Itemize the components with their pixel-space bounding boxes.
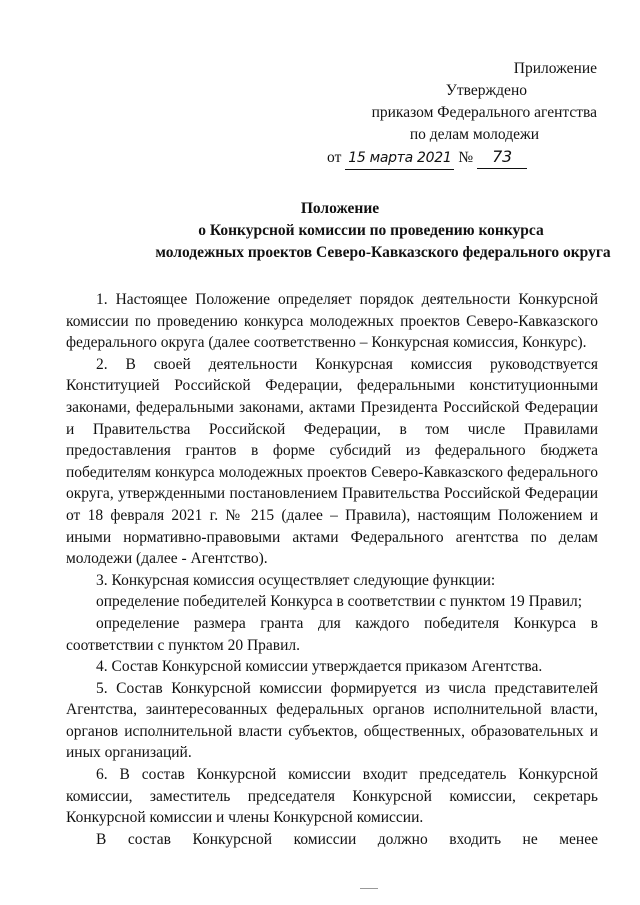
handwritten-number: 73 — [477, 146, 527, 169]
order-issuer-line: приказом Федерального агентства — [371, 104, 597, 121]
handwritten-date: 15 марта 2021 — [345, 147, 454, 170]
paragraph-3: 3. Конкурсная комиссия осуществляет следующие функции: — [96, 571, 496, 589]
order-issuer-line-2: по делам молодежи — [409, 126, 539, 143]
number-prefix: № — [458, 149, 474, 166]
title-line-2: о Конкурсной комиссии по проведению конкурса — [198, 222, 544, 239]
page-edge-mark — [360, 888, 378, 889]
document-body — [66, 289, 598, 850]
paragraph-2: 2. В своей деятельности Конкурсная комиссия руководствуется Конституцией Российской Федерации, федеральными конституционными законами, федеральными законами, актами Президента Российской Федерации и Правительства Российской Федерации, в том числе Правилами предоставления грантов в форме субсидий из федерального бюджета победителям конкурса молодежных проектов Северо-Кавказского федерального округа, утвержденными постановлением Правительства Российской Федерации от 18 февраля 2021 г. № 215 (далее – Правила), настоящим Положением и иными нормативно-правовыми актами Федерального агентства по делам молодежи (далее - Агентство). — [66, 355, 598, 568]
paragraph-7: В состав Конкурсной комиссии должно входить не менее — [96, 830, 598, 848]
title-line-3: молодежных проектов Северо-Кавказского федерального округа — [155, 244, 611, 261]
paragraph-6: 6. В состав Конкурсной комиссии входит председатель Конкурсной комиссии, заместитель председателя Конкурсной комиссии, секретарь Конкурсной комиссии и члены Конкурсной комиссии. — [66, 766, 598, 827]
document-title — [60, 198, 620, 264]
title-line-1: Положение — [300, 200, 380, 217]
order-date-number — [327, 146, 527, 170]
function-item-1: определение победителей Конкурса в соответствии с пунктом 19 Правил; — [96, 593, 583, 611]
paragraph-5: 5. Состав Конкурсной комиссии формируется из числа представителей Агентства, заинтересованных федеральных органов исполнительной власти, органов исполнительной власти субъектов, общественных, образовательных и иных организаций. — [66, 679, 598, 762]
paragraph-1: 1. Настоящее Положение определяет порядок деятельности Конкурсной комиссии по проведению конкурса молодежных проектов Северо-Кавказского федерального округа (далее соответственно – Конкурсная комиссия, Конкурс). — [66, 291, 598, 352]
date-prefix: от — [327, 149, 342, 166]
appendix-label: Приложение — [513, 60, 597, 77]
function-item-2: определение размера гранта для каждого победителя Конкурса в соответствии с пунктом 20 Правил. — [66, 614, 598, 654]
approval-block — [327, 58, 597, 170]
approved-label: Утверждено — [445, 82, 527, 99]
paragraph-4: 4. Состав Конкурсной комиссии утверждается приказом Агентства. — [96, 658, 543, 676]
